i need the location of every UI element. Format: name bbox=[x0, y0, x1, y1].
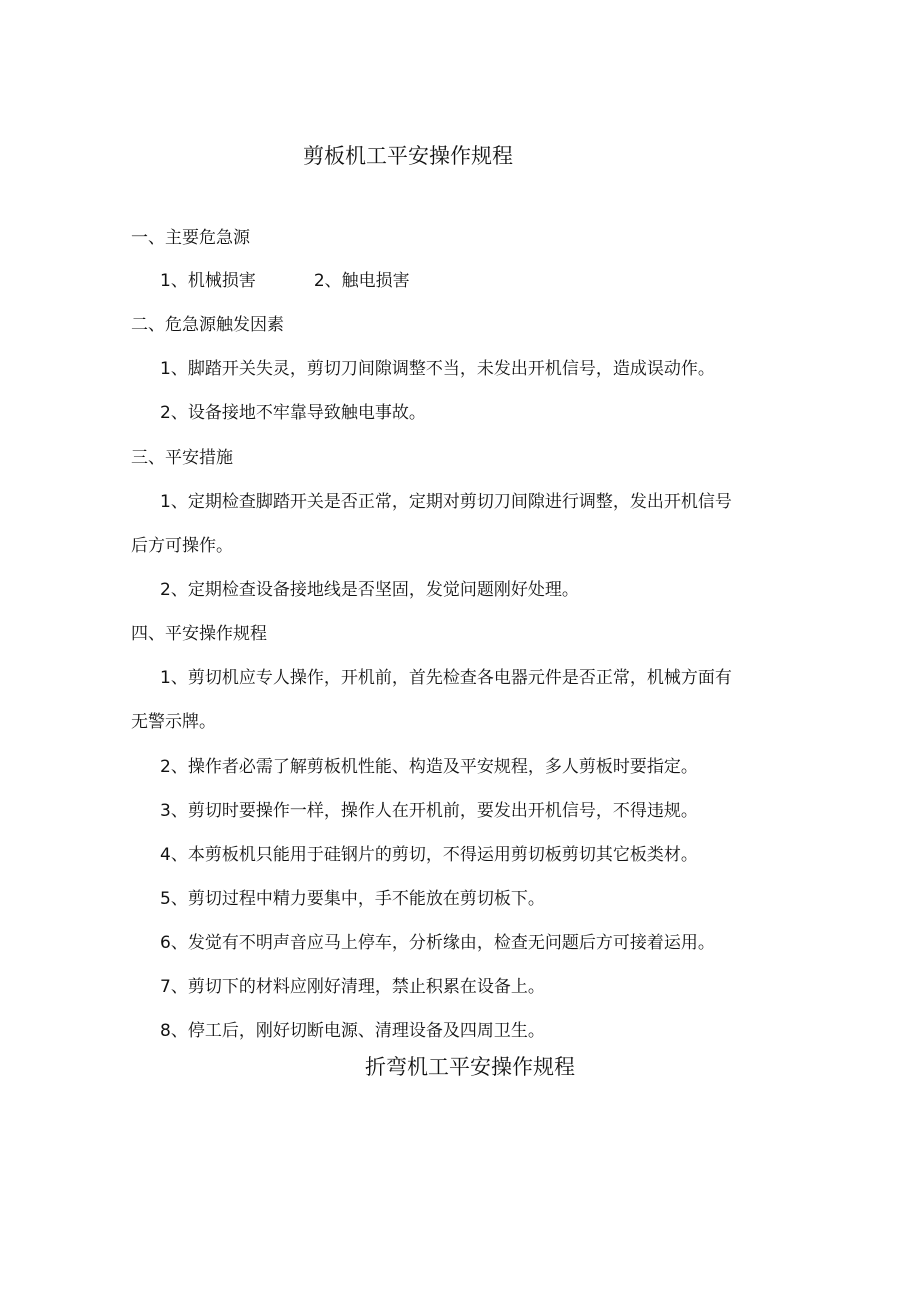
paragraph: 6、发觉有不明声音应马上停车，分析缘由，检查无问题后方可接着运用。 bbox=[160, 933, 715, 953]
paragraph: 5、剪切过程中精力要集中，手不能放在剪切板下。 bbox=[160, 889, 545, 909]
paragraph: 2、设备接地不牢靠导致触电事故。 bbox=[160, 403, 426, 423]
section-heading-triggers: 二、危急源触发因素 bbox=[131, 315, 284, 335]
section-heading-procedures: 四、平安操作规程 bbox=[131, 624, 267, 644]
document-title: 剪板机工平安操作规程 bbox=[303, 144, 513, 168]
next-document-title: 折弯机工平安操作规程 bbox=[365, 1055, 575, 1079]
section-heading-measures: 三、平安措施 bbox=[131, 448, 233, 468]
paragraph: 8、停工后，刚好切断电源、清理设备及四周卫生。 bbox=[160, 1021, 545, 1041]
hazard-item-electric: 2、触电损害 bbox=[313, 271, 410, 291]
paragraph-continuation: 无警示牌。 bbox=[131, 712, 216, 732]
paragraph-continuation: 后方可操作。 bbox=[131, 536, 233, 556]
hazard-item-mechanical: 1、机械损害 bbox=[160, 271, 256, 291]
paragraph: 1、定期检查脚踏开关是否正常，定期对剪切刀间隙进行调整，发出开机信号 bbox=[160, 492, 732, 512]
paragraph: 4、本剪板机只能用于硅钢片的剪切，不得运用剪切板剪切其它板类材。 bbox=[160, 845, 698, 865]
paragraph: 2、操作者必需了解剪板机性能、构造及平安规程，多人剪板时要指定。 bbox=[160, 757, 698, 777]
paragraph: 7、剪切下的材料应刚好清理，禁止积累在设备上。 bbox=[160, 977, 545, 997]
paragraph: 1、剪切机应专人操作，开机前，首先检查各电器元件是否正常，机械方面有 bbox=[160, 668, 732, 688]
paragraph: 3、剪切时要操作一样，操作人在开机前，要发出开机信号，不得违规。 bbox=[160, 801, 698, 821]
hazard-list bbox=[160, 273, 410, 290]
paragraph: 1、脚踏开关失灵，剪切刀间隙调整不当，未发出开机信号，造成误动作。 bbox=[160, 359, 715, 379]
paragraph: 2、定期检查设备接地线是否坚固，发觉问题刚好处理。 bbox=[160, 580, 579, 600]
section-heading-hazards: 一、主要危急源 bbox=[131, 228, 250, 248]
